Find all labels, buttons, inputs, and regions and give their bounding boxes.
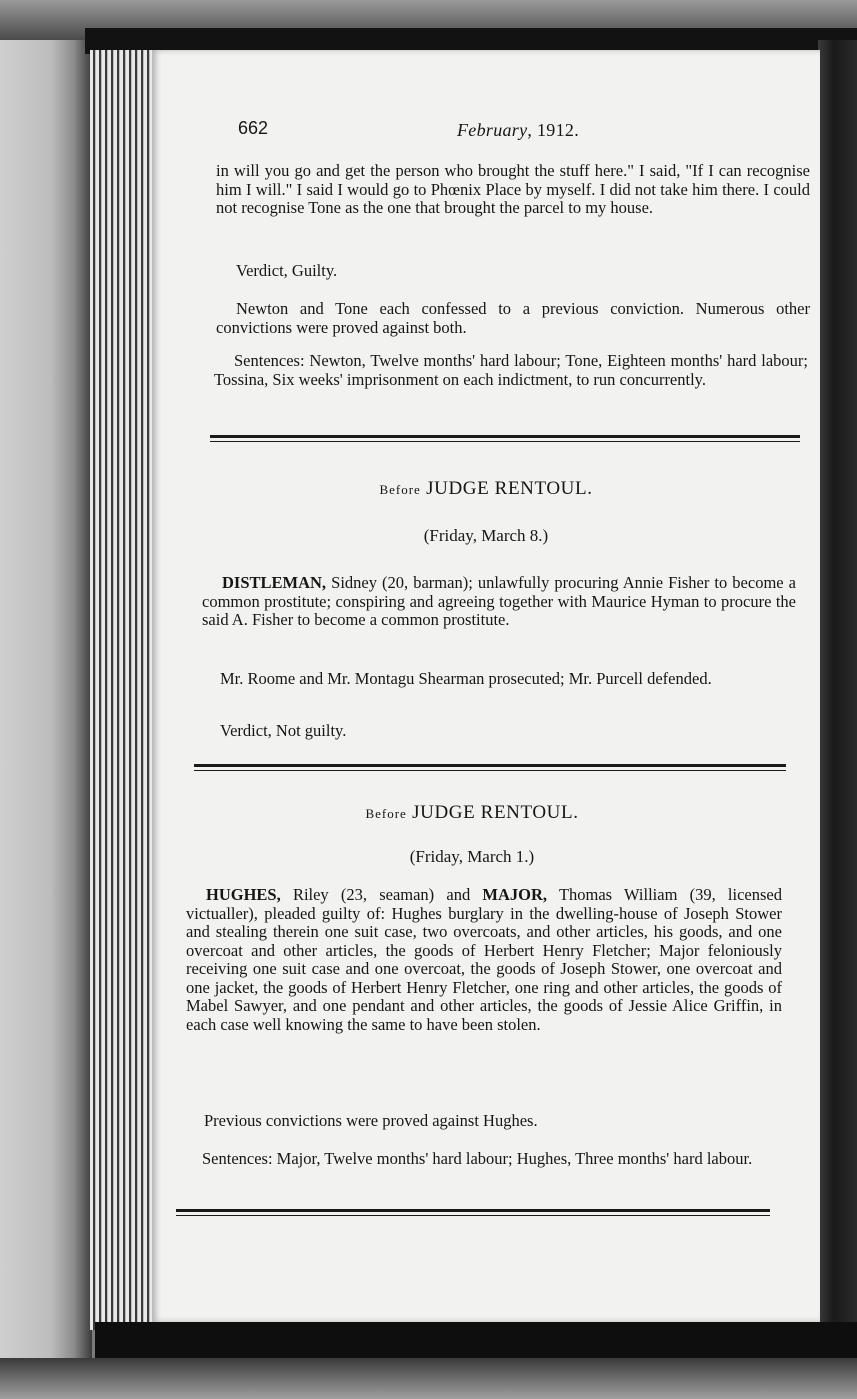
case-paragraph-distleman xyxy=(202,574,796,630)
book-cover-bottom-edge xyxy=(95,1322,857,1362)
heading-judge: JUDGE RENTOUL. xyxy=(426,478,593,499)
verdict-1: Verdict, Guilty. xyxy=(236,261,338,280)
heading-prefix: Before xyxy=(365,806,407,821)
running-head-month: February xyxy=(457,120,528,140)
book-cover-right-edge xyxy=(818,40,857,1360)
continuation-paragraph: in will you go and get the person who brought the stuff here." I said, "If I can recognise him I will." I said I would go to Phœnix Place by myself. I did not take him there. I could not recognise Tone as the one that brought the parcel to my house. xyxy=(216,161,810,217)
previous-convictions: Previous convictions were proved against Hughes. xyxy=(204,1111,538,1130)
section-divider-3 xyxy=(176,1209,770,1216)
case-details-2: Thomas William (39, licensed victualler), pleaded guilty of: Hughes burglary in the dwelling-house of Joseph Stower and stealing therein one suit case, two overcoats, and other articles, his goods, and one overcoat and other articles, the goods of Herbert Henry Fletcher; Major feloniously receiving one suit case and one overcoat, the goods of Joseph Stower, one overcoat and one jacket, the goods of Herbert Henry Fletcher, one ring and other articles, the goods of Mabel Sawyer, and one pendant and other articles, the goods of Jessie Alice Griffin, in each case well knowing the same to have been stolen. xyxy=(186,885,782,1034)
section-divider-2 xyxy=(194,764,786,771)
heading-judge: JUDGE RENTOUL. xyxy=(412,802,579,823)
case-details-1: Riley (23, seaman) and xyxy=(292,885,471,904)
defendant-name: DISTLEMAN, xyxy=(222,573,327,592)
running-head xyxy=(457,120,579,141)
verdict-2: Verdict, Not guilty. xyxy=(220,721,347,740)
defendant-name-2: MAJOR, xyxy=(482,885,548,904)
heading-prefix: Before xyxy=(379,482,421,497)
book-page xyxy=(152,50,820,1322)
case-details: Sidney (20, barman); unlawfully procuring Annie Fisher to become a common prostitute; conspiring and agreeing together with Maurice Hyman to procure the said A. Fisher to become a common prostitute. xyxy=(202,573,796,629)
counsel-paragraph: Mr. Roome and Mr. Montagu Shearman prosecuted; Mr. Purcell defended. xyxy=(220,669,712,688)
section-heading-2 xyxy=(152,478,820,500)
sentences-paragraph-3: Sentences: Major, Twelve months' hard labour; Hughes, Three months' hard labour. xyxy=(202,1149,753,1168)
hearing-date-3: (Friday, March 1.) xyxy=(409,847,535,866)
sentences-paragraph-1: Sentences: Newton, Twelve months' hard labour; Tone, Eighteen months' hard labour; Tossina, Six weeks' imprisonment on each indictment, to run concurrently. xyxy=(214,351,808,389)
page-edges-stack xyxy=(90,50,154,1330)
page-number: 662 xyxy=(238,118,269,138)
scan-bottom-background xyxy=(0,1358,857,1399)
section-heading-3 xyxy=(138,802,806,824)
running-head-year: , 1912. xyxy=(527,120,579,140)
confessions-paragraph: Newton and Tone each confessed to a previous conviction. Numerous other convictions were proved against both. xyxy=(216,299,810,337)
case-paragraph-hughes-major xyxy=(186,886,782,1034)
scan-left-margin xyxy=(0,0,92,1399)
section-divider-1 xyxy=(210,435,800,442)
hearing-date-2: (Friday, March 8.) xyxy=(423,526,549,545)
defendant-name-1: HUGHES, xyxy=(206,885,281,904)
